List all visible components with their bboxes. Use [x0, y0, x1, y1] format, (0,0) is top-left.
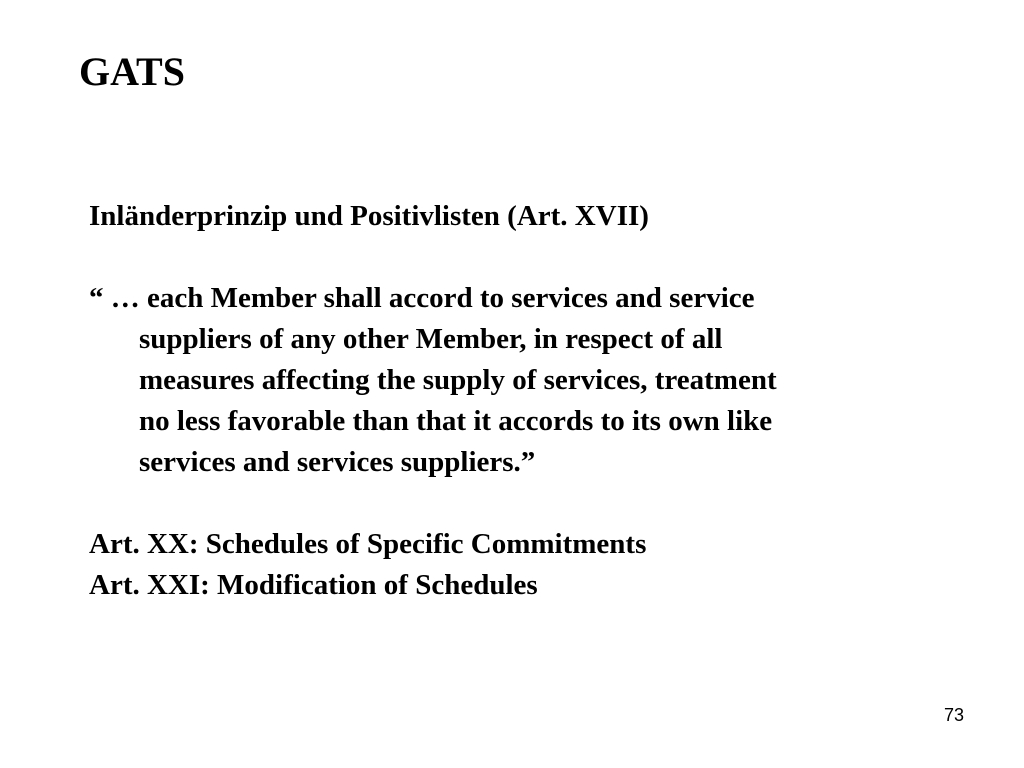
slide-title: GATS: [79, 49, 185, 94]
page-number: 73: [943, 705, 964, 725]
spacer: [89, 483, 969, 524]
article-line: Art. XX: Schedules of Specific Commitments: [89, 528, 647, 560]
quote-line: suppliers of any other Member, in respect of all: [139, 323, 723, 355]
quote-line: “ … each Member shall accord to services and service: [89, 282, 755, 314]
quote-line: measures affecting the supply of services, treatment: [139, 364, 777, 396]
section-heading: Inländerprinzip und Positivlisten (Art. XVII): [89, 200, 649, 232]
slide-body: [89, 196, 969, 606]
article-line: Art. XXI: Modification of Schedules: [89, 569, 538, 601]
spacer: [89, 237, 969, 278]
quote-line: no less favorable than that it accords to its own like: [139, 405, 773, 437]
quote-line: services and services suppliers.”: [139, 446, 536, 478]
